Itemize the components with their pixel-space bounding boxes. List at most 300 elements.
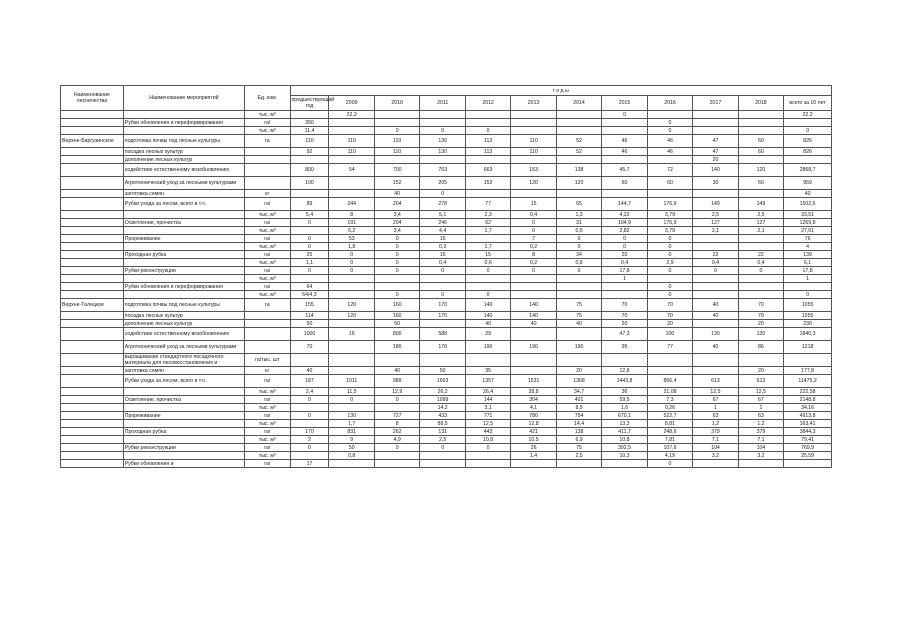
value-cell xyxy=(693,111,738,119)
table-row xyxy=(61,452,832,460)
value-cell: 40 xyxy=(693,299,738,312)
value-cell xyxy=(329,283,374,291)
value-cell: 176,9 xyxy=(647,219,692,227)
value-cell: 120 xyxy=(738,164,783,177)
table-row xyxy=(61,198,832,211)
value-cell: 63 xyxy=(738,412,783,420)
value-cell: 176,9 xyxy=(647,198,692,211)
forestry-name-cell xyxy=(61,452,124,460)
value-cell xyxy=(374,460,419,468)
forestry-name-cell: Верхне-Баргузинское xyxy=(61,135,124,148)
value-cell: 3,1 xyxy=(465,404,510,412)
forestry-name-cell xyxy=(61,219,124,227)
value-cell: 113 xyxy=(465,135,510,148)
value-cell: 26,4 xyxy=(465,388,510,396)
value-cell: 170 xyxy=(420,341,465,354)
value-cell: 0 xyxy=(420,444,465,452)
value-cell: 11,5 xyxy=(329,388,374,396)
value-cell xyxy=(647,156,692,164)
unit-cell: тыс. м³ xyxy=(245,127,290,135)
value-cell xyxy=(290,275,329,283)
value-cell: 0 xyxy=(290,243,329,251)
value-cell: 2,5 xyxy=(556,452,601,460)
value-cell: 3844,3 xyxy=(784,428,832,436)
value-cell: 50 xyxy=(329,444,374,452)
value-cell: 70 xyxy=(647,312,692,320)
unit-cell: га/ xyxy=(245,235,290,243)
value-cell xyxy=(374,283,419,291)
value-cell xyxy=(329,190,374,198)
value-cell: 1099 xyxy=(420,396,465,404)
measure-name-cell: заготовка семян xyxy=(123,367,244,375)
measure-name-cell: Рубки обновления и xyxy=(123,460,244,468)
value-cell: 149 xyxy=(738,198,783,211)
table-row xyxy=(61,354,832,367)
value-cell: 95 xyxy=(602,341,647,354)
measure-name-cell xyxy=(123,420,244,428)
measure-name-cell: дополнение лесных культур xyxy=(123,320,244,328)
value-cell: 0 xyxy=(374,251,419,259)
table-row xyxy=(61,111,832,119)
value-cell: 75 xyxy=(556,444,601,452)
table-row xyxy=(61,444,832,452)
table-row xyxy=(61,388,832,396)
value-cell: 0 xyxy=(556,235,601,243)
value-cell xyxy=(329,291,374,299)
value-cell: 1218 xyxy=(784,341,832,354)
unit-cell: га/ xyxy=(245,428,290,436)
forestry-name-cell xyxy=(61,198,124,211)
forestry-name-cell xyxy=(61,251,124,259)
value-cell: 246 xyxy=(420,219,465,227)
value-cell: 1011 xyxy=(329,375,374,388)
value-cell: 110 xyxy=(374,135,419,148)
value-cell: 15 xyxy=(511,198,556,211)
value-cell: 86 xyxy=(738,341,783,354)
value-cell xyxy=(329,460,374,468)
unit-cell: га/ xyxy=(245,267,290,275)
header-measure: Наименование мероприятий xyxy=(123,86,244,111)
table-row xyxy=(61,291,832,299)
value-cell: 2,3 xyxy=(465,211,510,219)
unit-cell: кг xyxy=(245,367,290,375)
value-cell xyxy=(693,320,738,328)
value-cell: 16 xyxy=(420,235,465,243)
value-cell xyxy=(647,367,692,375)
value-cell xyxy=(465,452,510,460)
table-body xyxy=(61,111,832,468)
value-cell xyxy=(602,156,647,164)
value-cell: 0 xyxy=(784,291,832,299)
value-cell: 170 xyxy=(420,312,465,320)
value-cell: 47 xyxy=(693,148,738,156)
value-cell: 0 xyxy=(329,396,374,404)
value-cell xyxy=(784,156,832,164)
forestry-name-cell xyxy=(61,190,124,198)
value-cell xyxy=(374,119,419,127)
value-cell: 204 xyxy=(374,219,419,227)
value-cell: 0 xyxy=(602,111,647,119)
measure-name-cell xyxy=(123,259,244,267)
value-cell: 29 xyxy=(465,328,510,341)
value-cell xyxy=(784,283,832,291)
value-cell xyxy=(738,190,783,198)
measure-name-cell: Агротехнический уход за лесными культурами xyxy=(123,341,244,354)
value-cell: 1,7 xyxy=(465,243,510,251)
value-cell: 22,2 xyxy=(329,111,374,119)
value-cell: 10,8 xyxy=(465,436,510,444)
forestry-name-cell xyxy=(61,148,124,156)
value-cell: 989 xyxy=(374,375,419,388)
forestry-name-cell xyxy=(61,328,124,341)
value-cell: 0 xyxy=(738,267,783,275)
table-row xyxy=(61,135,832,148)
value-cell: 79,41 xyxy=(784,436,832,444)
value-cell xyxy=(465,190,510,198)
value-cell: 3,79 xyxy=(647,211,692,219)
value-cell xyxy=(556,275,601,283)
value-cell: 40 xyxy=(511,320,556,328)
table-row xyxy=(61,227,832,235)
value-cell: 588 xyxy=(420,328,465,341)
value-cell xyxy=(465,119,510,127)
value-cell xyxy=(290,111,329,119)
value-cell xyxy=(511,111,556,119)
measure-name-cell xyxy=(123,227,244,235)
measure-name-cell: подготовка почвы под лесные культуры xyxy=(123,299,244,312)
value-cell: 1 xyxy=(738,404,783,412)
value-cell: 1269,8 xyxy=(784,219,832,227)
value-cell: 34 xyxy=(556,251,601,259)
table-row xyxy=(61,320,832,328)
value-cell: 0 xyxy=(374,235,419,243)
value-cell: 0 xyxy=(511,219,556,227)
value-cell: 754 xyxy=(556,412,601,420)
forestry-measures-table xyxy=(60,85,832,468)
forestry-name-cell xyxy=(61,111,124,119)
value-cell xyxy=(738,111,783,119)
value-cell: 613 xyxy=(738,375,783,388)
value-cell: 0 xyxy=(647,127,692,135)
value-cell: 0 xyxy=(647,119,692,127)
table-row xyxy=(61,211,832,219)
measure-name-cell: Рубки реконструкции xyxy=(123,267,244,275)
value-cell: 2,4 xyxy=(290,388,329,396)
unit-cell: га/ xyxy=(245,219,290,227)
table-row xyxy=(61,251,832,259)
value-cell xyxy=(329,127,374,135)
value-cell xyxy=(511,275,556,283)
value-cell xyxy=(465,354,510,367)
value-cell xyxy=(290,420,329,428)
value-cell: 0 xyxy=(647,243,692,251)
value-cell: 2,5 xyxy=(693,211,738,219)
value-cell xyxy=(420,460,465,468)
value-cell: 17,8 xyxy=(602,267,647,275)
value-cell: 421 xyxy=(511,428,556,436)
value-cell xyxy=(511,127,556,135)
value-cell: 1531 xyxy=(511,375,556,388)
unit-cell: тыс. м³ xyxy=(245,291,290,299)
value-cell: 4,1 xyxy=(511,404,556,412)
value-cell: 110 xyxy=(511,148,556,156)
value-cell: 0,4 xyxy=(693,259,738,267)
value-cell: 131 xyxy=(420,428,465,436)
value-cell: 155 xyxy=(290,299,329,312)
value-cell xyxy=(693,119,738,127)
value-cell: 46 xyxy=(602,148,647,156)
value-cell: 50 xyxy=(420,367,465,375)
measure-name-cell: Проходная рубка xyxy=(123,428,244,436)
value-cell: 1,2 xyxy=(693,420,738,428)
value-cell: 67 xyxy=(693,396,738,404)
forestry-name-cell xyxy=(61,291,124,299)
value-cell: 17,8 xyxy=(784,267,832,275)
unit-cell: га/ xyxy=(245,198,290,211)
value-cell xyxy=(374,275,419,283)
value-cell: 0,2 xyxy=(511,259,556,267)
value-cell: 60 xyxy=(647,177,692,190)
value-cell xyxy=(693,354,738,367)
value-cell xyxy=(420,320,465,328)
value-cell: 40 xyxy=(290,367,329,375)
value-cell xyxy=(602,190,647,198)
forestry-name-cell xyxy=(61,420,124,428)
table-row xyxy=(61,299,832,312)
forestry-name-cell xyxy=(61,412,124,420)
header-unit: Ед. изм. xyxy=(245,86,290,111)
value-cell: 0,8 xyxy=(329,452,374,460)
value-cell xyxy=(420,119,465,127)
measure-name-cell: Рубки реконструкции xyxy=(123,444,244,452)
value-cell: 769,9 xyxy=(784,444,832,452)
value-cell: 46 xyxy=(647,148,692,156)
value-cell: 52 xyxy=(556,135,601,148)
value-cell xyxy=(511,291,556,299)
value-cell: 20 xyxy=(693,156,738,164)
value-cell: 0 xyxy=(290,396,329,404)
table-row xyxy=(61,259,832,267)
value-cell: 6,1 xyxy=(784,259,832,267)
value-cell xyxy=(374,452,419,460)
value-cell xyxy=(738,127,783,135)
value-cell: 46 xyxy=(602,135,647,148)
value-cell xyxy=(602,127,647,135)
measure-name-cell xyxy=(123,127,244,135)
value-cell xyxy=(647,190,692,198)
value-cell xyxy=(556,354,601,367)
value-cell: 20 xyxy=(738,320,783,328)
value-cell xyxy=(647,354,692,367)
header-year: 2016 xyxy=(647,96,692,111)
value-cell xyxy=(693,367,738,375)
table-row xyxy=(61,375,832,388)
value-cell: 205 xyxy=(420,177,465,190)
value-cell: 60 xyxy=(738,177,783,190)
value-cell: 100 xyxy=(647,328,692,341)
value-cell: 7,1 xyxy=(693,436,738,444)
unit-cell xyxy=(245,177,290,190)
value-cell: 35 xyxy=(465,367,510,375)
value-cell xyxy=(511,460,556,468)
value-cell: 139 xyxy=(784,251,832,259)
value-cell xyxy=(602,119,647,127)
value-cell: 9 xyxy=(329,436,374,444)
value-cell: 7,3 xyxy=(647,396,692,404)
value-cell xyxy=(465,275,510,283)
value-cell xyxy=(329,341,374,354)
value-cell: 12,5 xyxy=(693,388,738,396)
measure-name-cell: Прореживание xyxy=(123,235,244,243)
value-cell xyxy=(602,291,647,299)
value-cell xyxy=(290,190,329,198)
measure-name-cell: Осветление, прочистка xyxy=(123,219,244,227)
unit-cell xyxy=(245,341,290,354)
value-cell: 140 xyxy=(465,312,510,320)
value-cell xyxy=(329,320,374,328)
value-cell: 138 xyxy=(556,428,601,436)
measure-name-cell xyxy=(123,452,244,460)
forestry-name-cell xyxy=(61,428,124,436)
value-cell xyxy=(738,291,783,299)
measure-name-cell: Рубки обновления и переформирования xyxy=(123,283,244,291)
forestry-name-cell xyxy=(61,367,124,375)
unit-cell: га xyxy=(245,299,290,312)
value-cell: 304 xyxy=(511,396,556,404)
value-cell: 140 xyxy=(511,299,556,312)
table-row xyxy=(61,243,832,251)
value-cell: 244 xyxy=(329,198,374,211)
value-cell: 0 xyxy=(647,283,692,291)
value-cell: 522,7 xyxy=(647,412,692,420)
value-cell xyxy=(738,156,783,164)
value-cell: 5,1 xyxy=(420,211,465,219)
measure-name-cell: выращивание стандартного посадочного материала для лесовосстановления и xyxy=(123,354,244,367)
value-cell: 0 xyxy=(556,243,601,251)
value-cell xyxy=(602,354,647,367)
unit-cell: тыс. м³ xyxy=(245,211,290,219)
value-cell xyxy=(738,119,783,127)
unit-cell xyxy=(245,312,290,320)
value-cell: 0 xyxy=(602,243,647,251)
value-cell: 153 xyxy=(511,164,556,177)
value-cell: 152 xyxy=(374,177,419,190)
value-cell: 443 xyxy=(465,428,510,436)
table-row xyxy=(61,328,832,341)
value-cell: 8 xyxy=(374,420,419,428)
value-cell: 75 xyxy=(556,299,601,312)
header-year: всего за 10 лет xyxy=(784,96,832,111)
value-cell: 1 xyxy=(602,275,647,283)
value-cell: 1055 xyxy=(784,299,832,312)
value-cell: 6,2 xyxy=(329,227,374,235)
header-year: 2012 xyxy=(465,96,510,111)
forestry-name-cell: Верхне-Талецкое xyxy=(61,299,124,312)
value-cell: 110 xyxy=(374,148,419,156)
value-cell: 144,7 xyxy=(602,198,647,211)
unit-cell: тыс. м³ xyxy=(245,111,290,119)
value-cell: 350 xyxy=(290,119,329,127)
forestry-name-cell xyxy=(61,312,124,320)
value-cell: 6,9 xyxy=(556,436,601,444)
value-cell: 140 xyxy=(511,312,556,320)
table-row xyxy=(61,164,832,177)
value-cell: 120 xyxy=(556,177,601,190)
forestry-name-cell xyxy=(61,396,124,404)
value-cell: 8,9 xyxy=(556,404,601,412)
value-cell: 77 xyxy=(647,341,692,354)
value-cell: 14,2 xyxy=(420,404,465,412)
value-cell: 107,6 xyxy=(647,444,692,452)
value-cell: 700 xyxy=(374,164,419,177)
header-year: 2018 xyxy=(738,96,783,111)
value-cell: 12,5 xyxy=(465,420,510,428)
measure-name-cell: Рубки ухода за лесом, всего в т.ч. xyxy=(123,198,244,211)
value-cell: 53 xyxy=(329,235,374,243)
unit-cell xyxy=(245,164,290,177)
value-cell: 22,2 xyxy=(784,111,832,119)
value-cell xyxy=(329,177,374,190)
unit-cell: га xyxy=(245,135,290,148)
value-cell xyxy=(511,283,556,291)
unit-cell: га/тыс. шт xyxy=(245,354,290,367)
value-cell: 120 xyxy=(329,312,374,320)
value-cell: 1,6 xyxy=(602,404,647,412)
value-cell: 3,2 xyxy=(738,452,783,460)
forestry-name-cell xyxy=(61,354,124,367)
forestry-name-cell xyxy=(61,444,124,452)
value-cell: 22 xyxy=(693,251,738,259)
value-cell: 47,3 xyxy=(602,328,647,341)
value-cell: 72 xyxy=(647,164,692,177)
value-cell xyxy=(329,354,374,367)
value-cell xyxy=(465,460,510,468)
value-cell xyxy=(329,275,374,283)
value-cell: 0 xyxy=(290,412,329,420)
unit-cell: га/ xyxy=(245,251,290,259)
value-cell: 1502,6 xyxy=(784,198,832,211)
header-year: 2009 xyxy=(329,96,374,111)
measure-name-cell: Прореживание xyxy=(123,412,244,420)
value-cell xyxy=(511,354,556,367)
table-header xyxy=(61,86,832,111)
value-cell: 204 xyxy=(374,198,419,211)
value-cell: 0,6 xyxy=(465,259,510,267)
measure-name-cell: Проходная рубка xyxy=(123,251,244,259)
table-row xyxy=(61,460,832,468)
table-row xyxy=(61,283,832,291)
forestry-name-cell xyxy=(61,320,124,328)
value-cell: 1663 xyxy=(420,375,465,388)
value-cell: 138 xyxy=(556,164,601,177)
value-cell: 0 xyxy=(647,251,692,259)
table-row xyxy=(61,267,832,275)
value-cell xyxy=(465,283,510,291)
table-row xyxy=(61,127,832,135)
value-cell: 1,8 xyxy=(329,243,374,251)
value-cell: 50 xyxy=(290,320,329,328)
measure-name-cell xyxy=(123,211,244,219)
value-cell: 110 xyxy=(329,135,374,148)
value-cell: 46 xyxy=(647,135,692,148)
value-cell xyxy=(738,354,783,367)
value-cell: 40 xyxy=(693,312,738,320)
value-cell: 15 xyxy=(465,251,510,259)
value-cell: 190 xyxy=(556,341,601,354)
value-cell: 64/4,3 xyxy=(290,291,329,299)
forestry-name-cell xyxy=(61,460,124,468)
value-cell: 866,4 xyxy=(647,375,692,388)
